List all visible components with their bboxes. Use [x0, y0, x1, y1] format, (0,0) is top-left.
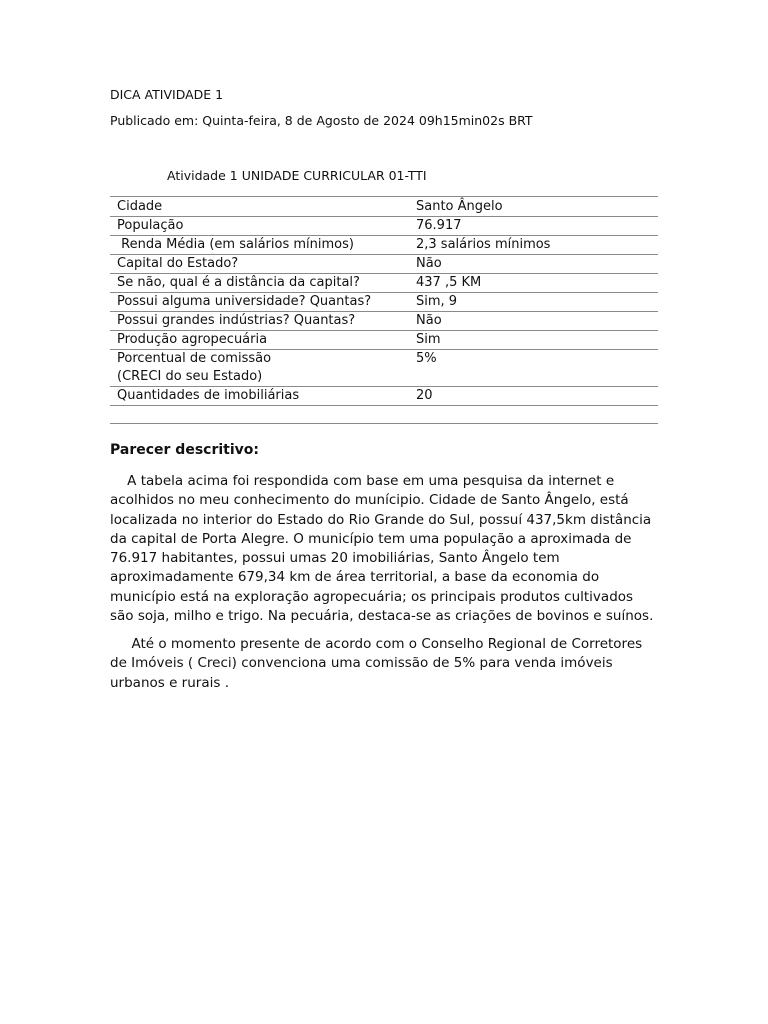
row-label-line: Porcentual de comissão [117, 351, 272, 366]
section-heading: Parecer descritivo: [110, 442, 259, 458]
row-value: Santo Ângelo [409, 197, 658, 217]
table-row [110, 350, 658, 387]
document-title: DICA ATIVIDADE 1 [110, 87, 224, 102]
row-value-empty [409, 406, 658, 424]
row-value: Sim [409, 331, 658, 350]
table-row [110, 217, 658, 236]
row-label [110, 350, 409, 387]
table-row [110, 387, 658, 406]
row-value: 2,3 salários mínimos [409, 236, 658, 255]
row-label: Produção agropecuária [110, 331, 409, 350]
table-row [110, 255, 658, 274]
paragraph: Até o momento presente de acordo com o Conselho Regional de Corretores de Imóveis ( Creci) convenciona uma comissão de 5% para venda imóveis urbanos e rurais . [110, 636, 647, 691]
row-label-empty [110, 406, 409, 424]
paragraph: A tabela acima foi respondida com base em uma pesquisa da internet e acolhidos no meu conhecimento do munícipio. Cidade de Santo Ângelo, está localizada no interior do Estado do Rio Grande do Sul, possuí 437,5km distância da capital de Porta Alegre. O município tem uma população a aproximada de 76.917 habitantes, possui umas 20 imobiliárias, Santo Ângelo tem aproximadamente 679,34 km de área territorial, a base da economia do município está na exploração agropecuária; os principais produtos cultivados são soja, milho e trigo. Na pecuária, destaca-se as criações de bovinos e suínos. [110, 473, 656, 625]
row-value: Sim, 9 [409, 293, 658, 312]
row-label: Se não, qual é a distância da capital? [110, 274, 409, 293]
table-row [110, 197, 658, 217]
row-value: Não [409, 255, 658, 274]
table-row [110, 293, 658, 312]
row-value: 5% [409, 350, 658, 387]
row-label: Possui grandes indústrias? Quantas? [110, 312, 409, 331]
row-label: Cidade [110, 197, 409, 217]
table-caption: Atividade 1 UNIDADE CURRICULAR 01-TTI [167, 168, 427, 183]
row-label: População [110, 217, 409, 236]
table-row-empty [110, 406, 658, 424]
row-value: 76.917 [409, 217, 658, 236]
row-label: Renda Média (em salários mínimos) [110, 236, 409, 255]
row-label: Possui alguma universidade? Quantas? [110, 293, 409, 312]
table-row [110, 236, 658, 255]
table-row [110, 331, 658, 350]
city-info-table [110, 196, 658, 424]
row-value: 437 ,5 KM [409, 274, 658, 293]
row-label: Capital do Estado? [110, 255, 409, 274]
row-value: Não [409, 312, 658, 331]
row-label-line: (CRECI do seu Estado) [117, 369, 263, 384]
published-date: Publicado em: Quinta-feira, 8 de Agosto de 2024 09h15min02s BRT [110, 113, 533, 128]
row-value: 20 [409, 387, 658, 406]
table-row [110, 312, 658, 331]
table-row [110, 274, 658, 293]
row-label: Quantidades de imobiliárias [110, 387, 409, 406]
